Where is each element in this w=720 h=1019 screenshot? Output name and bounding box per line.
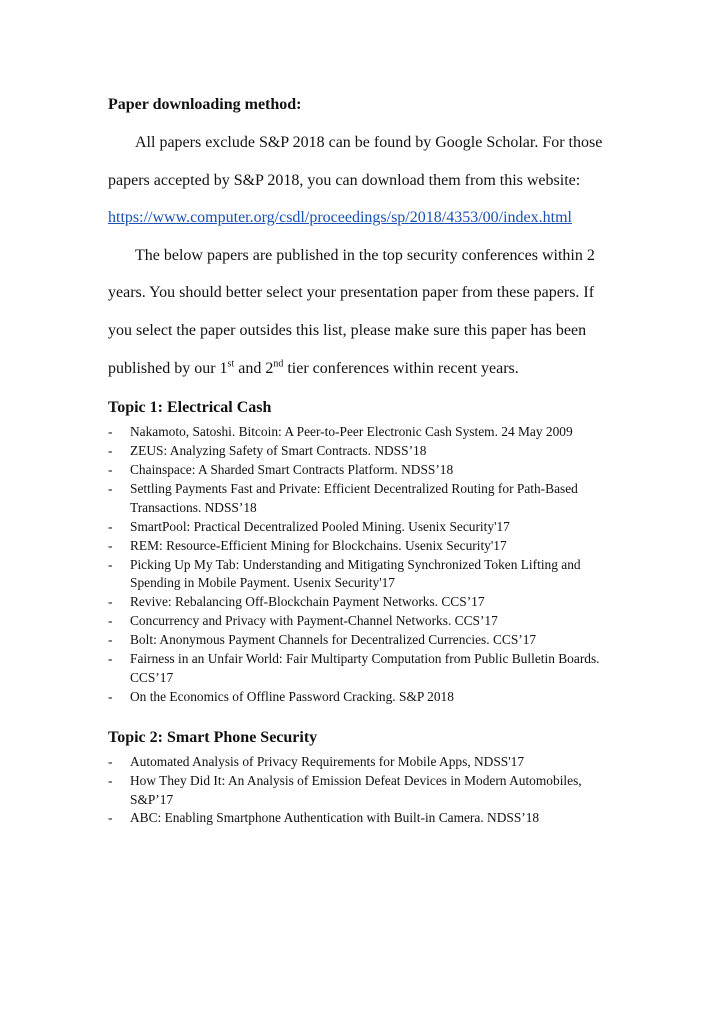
list-item: - ZEUS: Analyzing Safety of Smart Contracts. NDSS’18: [108, 443, 427, 459]
list-item: - REM: Resource-Efficient Mining for Blockchains. Usenix Security'17: [108, 537, 507, 553]
list-item: - Nakamoto, Satoshi. Bitcoin: A Peer-to-Peer Electronic Cash System. 24 May 2009: [108, 424, 573, 440]
section-heading: Paper downloading method:: [108, 96, 302, 113]
list-item: - On the Economics of Offline Password Cracking. S&P 2018: [108, 688, 454, 704]
list-item: - Bolt: Anonymous Payment Channels for Decentralized Currencies. CCS’17: [108, 632, 537, 648]
list-item: - Chainspace: A Sharded Smart Contracts Platform. NDSS’18: [108, 461, 454, 477]
list-item: - SmartPool: Practical Decentralized Pooled Mining. Usenix Security'17: [108, 518, 510, 534]
topic-1-title: Topic 1: Electrical Cash: [108, 399, 272, 417]
topic-2-list: [108, 753, 613, 829]
list-item: - Concurrency and Privacy with Payment-Channel Networks. CCS’17: [108, 613, 498, 629]
list-item: - Settling Payments Fast and Private: Efficient Decentralized Routing for Path-Based Transactions. NDSS’18: [108, 480, 578, 515]
document-page: [108, 96, 613, 828]
list-item: - Fairness in an Unfair World: Fair Multiparty Computation from Public Bulletin Boards. CCS’17: [108, 651, 600, 685]
list-item: - How They Did It: An Analysis of Emission Defeat Devices in Modern Automobiles, S&P’17: [108, 772, 582, 807]
selection-paragraph: The below papers are published in the top security conferences within 2 years. You should better select your presentation paper from these papers. If you select the paper outsides this list, please make sure this paper has been published by our 1st and 2nd tier conferences within recent years.: [108, 246, 595, 377]
list-item: - ABC: Enabling Smartphone Authentication with Built-in Camera. NDSS’18: [108, 810, 540, 826]
list-item: - Revive: Rebalancing Off-Blockchain Payment Networks. CCS’17: [108, 594, 485, 610]
topic-1-list: [108, 423, 613, 707]
list-item: - Automated Analysis of Privacy Requirements for Mobile Apps, NDSS'17: [108, 753, 525, 769]
topic-2-title: Topic 2: Smart Phone Security: [108, 728, 318, 746]
list-item: - Picking Up My Tab: Understanding and Mitigating Synchronized Token Lifting and Spending in Mobile Payment. Usenix Security'17: [108, 556, 581, 591]
proceedings-link[interactable]: https://www.computer.org/csdl/proceedings/sp/2018/4353/00/index.html: [108, 209, 572, 227]
intro-paragraph: All papers exclude S&P 2018 can be found by Google Scholar. For those papers accepted by S&P 2018, you can download them from this website:: [108, 134, 603, 189]
